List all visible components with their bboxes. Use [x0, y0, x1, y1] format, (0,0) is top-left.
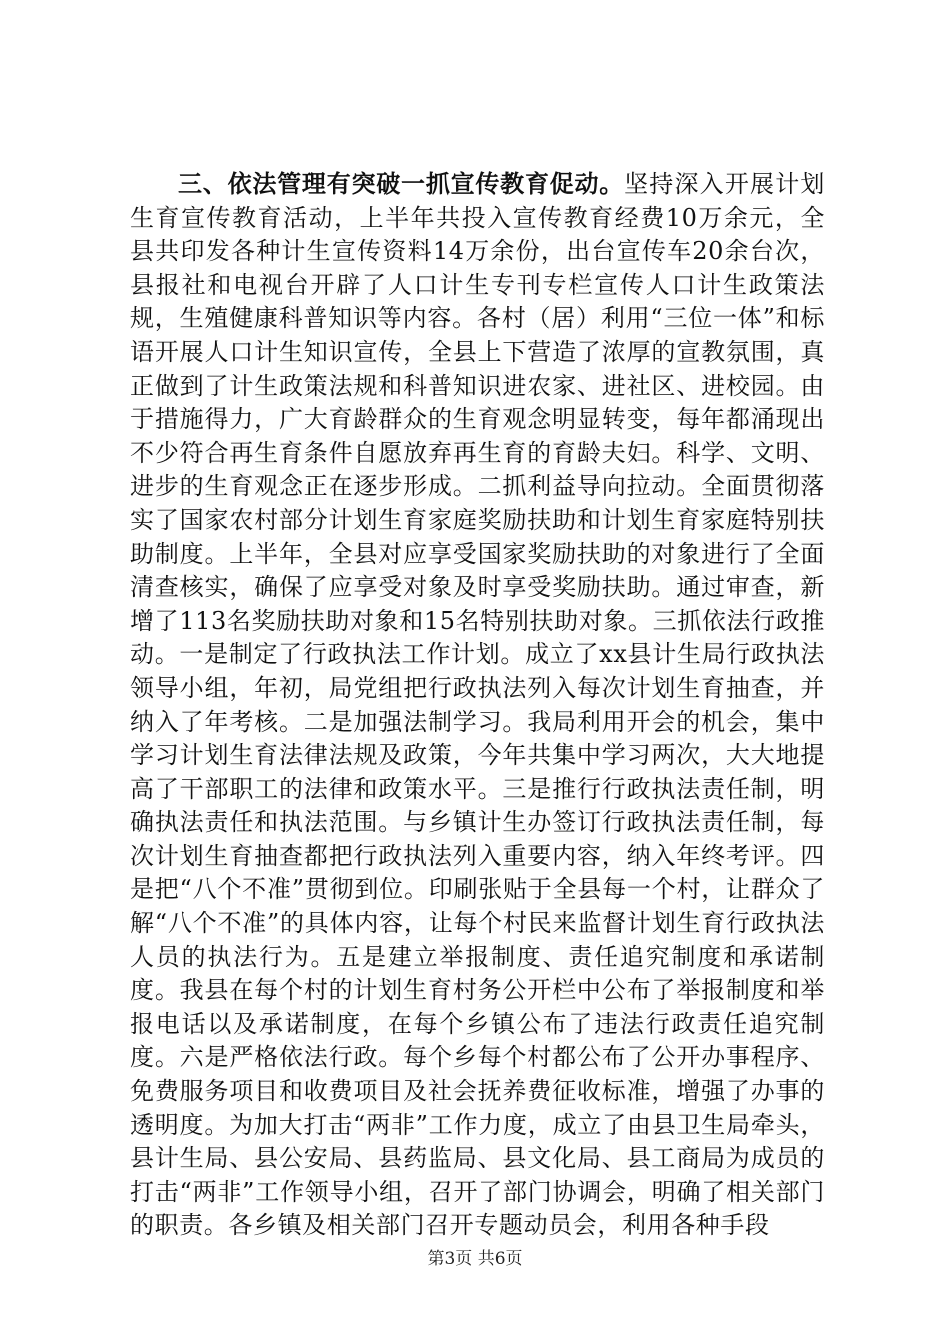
section-heading: 三、依法管理有突破一抓宣传教育促动。 — [178, 170, 625, 198]
page-footer — [0, 1244, 950, 1269]
body-paragraph — [130, 168, 825, 1243]
paragraph-text: 坚持深入开展计划生育宣传教育活动，上半年共投入宣传教育经费10万余元，全县共印发各种计生宣传资料14万余份，出台宣传车20余台次，县报社和电视台开辟了人口计生专刊专栏宣传人口计生政策法规，生殖健康科普知识等内容。各村（居）利用“三位一体”和标语开展人口计生知识宣传，全县上下营造了浓厚的宣教氛围，真正做到了计生政策法规和科普知识进农家、进社区、进校园。由于措施得力，广大育龄群众的生育观念明显转变，每年都涌现出不少符合再生育条件自愿放弃再生育的育龄夫妇。科学、文明、进步的生育观念正在逐步形成。二抓利益导向拉动。全面贯彻落实了国家农村部分计划生育家庭奖励扶助和计划生育家庭特别扶助制度。上半年，全县对应享受国家奖励扶助的对象进行了全面清查核实，确保了应享受对象及时享受奖励扶助。通过审查，新增了113名奖励扶助对象和15名特别扶助对象。三抓依法行政推动。一是制定了行政执法工作计划。成立了xx县计生局行政执法领导小组，年初，局党组把行政执法列入每次计划生育抽查，并纳入了年考核。二是加强法制学习。我局利用开会的机会，集中学习计划生育法律法规及政策，今年共集中学习两次，大大地提高了干部职工的法律和政策水平。三是推行行政执法责任制，明确执法责任和执法范围。与乡镇计生办签订行政执法责任制，每次计划生育抽查都把行政执法列入重要内容，纳入年终考评。四是把“八个不准”贯彻到位。印刷张贴于全县每一个村，让群众了解“八个不准”的具体内容，让每个村民来监督计划生育行政执法人员的执法行为。五是建立举报制度、责任追究制度和承诺制度。我县在每个村的计划生育村务公开栏中公布了举报制度和举报电话以及承诺制度，在每个乡镇公布了违法行政责任追究制度。六是严格依法行政。每个乡每个村都公布了公开办事程序、免费服务项目和收费项目及社会抚养费征收标准，增强了办事的透明度。为加大打击“两非”工作力度，成立了由县卫生局牵头，县计生局、县公安局、县药监局、县文化局、县工商局为成员的打击“两非”工作领导小组，召开了部门协调会，明确了相关部门的职责。各乡镇及相关部门召开专题动员会，利用各种手段 — [130, 170, 825, 1240]
page-number: 第3页 共6页 — [427, 1249, 523, 1269]
